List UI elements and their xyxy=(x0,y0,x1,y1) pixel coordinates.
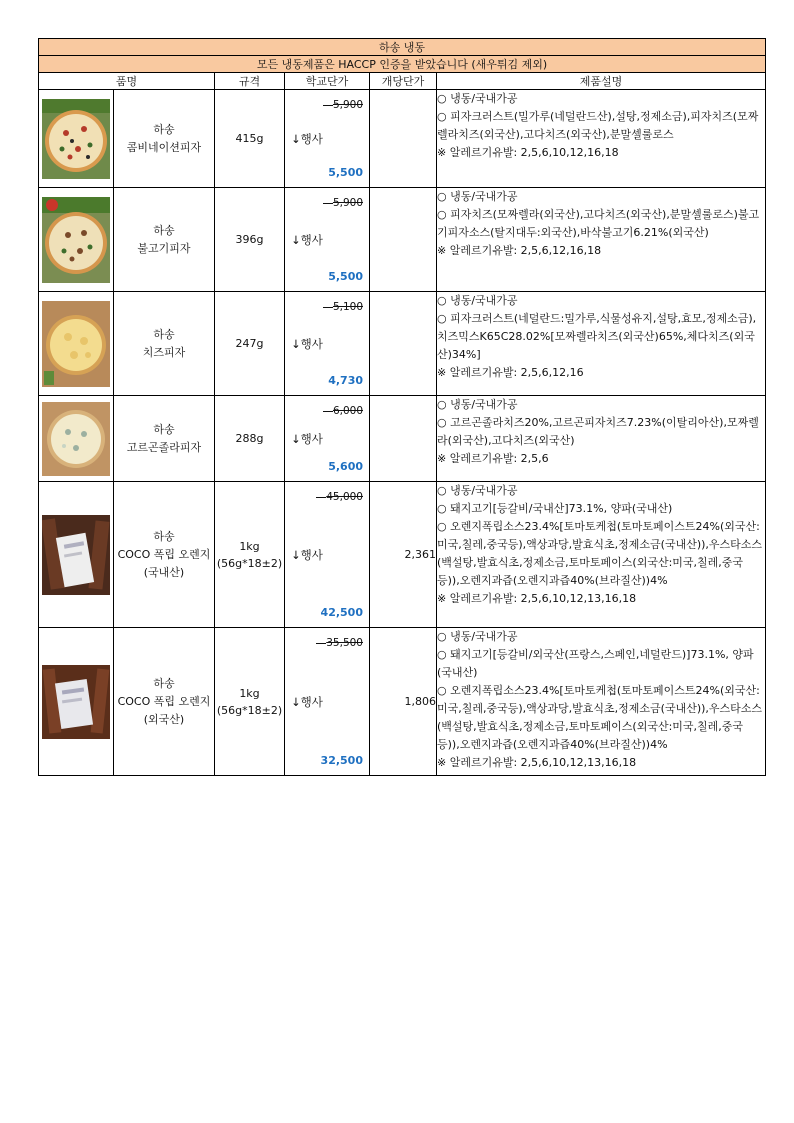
product-image-cell xyxy=(39,90,114,188)
product-spec: 288g xyxy=(215,396,285,482)
unit-price: 1,806 xyxy=(370,628,437,776)
product-image-cell xyxy=(39,628,114,776)
table-row xyxy=(39,90,766,188)
header-name: 품명 xyxy=(39,73,215,90)
product-description: ○ 냉동/국내가공 ○ 피자크러스트(네덜란드:밀가루,식물성유지,설탕,효모,정제소금),치즈믹스K65C28.02%[모짜렐라치즈(외국산)65%,체다치즈(외국산)34%] ※ 알레르기유발: 2,5,6,12,16 xyxy=(437,292,766,396)
product-name: 하송 COCO 폭립 오렌지 (국내산) xyxy=(114,482,215,628)
product-spec: 1kg (56g*18±2) xyxy=(215,628,285,776)
promo-label: ↓행사 xyxy=(291,131,323,146)
original-price: 45,000 xyxy=(326,491,363,503)
pizza-gorgonzola-photo-icon xyxy=(42,402,110,476)
header-description: 제품설명 xyxy=(437,73,766,90)
product-spec: 1kg (56g*18±2) xyxy=(215,482,285,628)
product-description: ○ 냉동/국내가공 ○ 피자치즈(모짜렐라(외국산),고다치즈(외국산),분말셀룰로스)불고기피자소스(탈지대두:외국산),바삭불고기6.21%(외국산) ※ 알레르기유발: 2,5,6,12,16,18 xyxy=(437,188,766,292)
school-price-cell xyxy=(285,292,370,396)
product-name: 하송 고르곤졸라피자 xyxy=(114,396,215,482)
school-price-cell xyxy=(285,90,370,188)
table-row xyxy=(39,628,766,776)
header-unit-price: 개당단가 xyxy=(370,73,437,90)
promo-label: ↓행사 xyxy=(291,232,323,247)
original-price: 5,900 xyxy=(332,197,363,209)
product-image-cell xyxy=(39,188,114,292)
pizza-bulgogi-photo-icon xyxy=(42,197,110,283)
table-row xyxy=(39,482,766,628)
header-spec: 규격 xyxy=(215,73,285,90)
product-description: ○ 냉동/국내가공 ○ 돼지고기[등갈비/국내산]73.1%, 양파(국내산) ○ 오렌지폭립소스23.4%[토마토케첩(토마토페이스트24%(외국산:미국,칠레,중국등),액상과당,발효식초,정제소금(국내산)),우스타소스(백설탕,발효식초,정제소금,토마토페이스(외국산:미국,칠레,중국등)),오렌지과즙(오렌지과즙40%(브라질산))4% ※ 알레르기유발: 2,5,6,10,12,13,16,18 xyxy=(437,482,766,628)
product-name: 하송 치즈피자 xyxy=(114,292,215,396)
product-description: ○ 냉동/국내가공 ○ 피자크러스트(밀가루(네덜란드산),설탕,정제소금),피자치즈(모짜렐라치즈(외국산),고다치즈(외국산),분말셀룰로스 ※ 알레르기유발: 2,5,6,10,12,16,18 xyxy=(437,90,766,188)
product-spec: 415g xyxy=(215,90,285,188)
promo-label: ↓행사 xyxy=(291,431,323,446)
unit-price xyxy=(370,188,437,292)
final-price: 4,730 xyxy=(328,374,363,387)
final-price: 5,600 xyxy=(328,460,363,473)
school-price-cell xyxy=(285,628,370,776)
title-row xyxy=(39,39,766,56)
unit-price: 2,361 xyxy=(370,482,437,628)
original-price: 5,900 xyxy=(332,99,363,111)
product-name: 하송 불고기피자 xyxy=(114,188,215,292)
final-price: 5,500 xyxy=(328,270,363,283)
table-row xyxy=(39,396,766,482)
product-name: 하송 콤비네이션피자 xyxy=(114,90,215,188)
product-description: ○ 냉동/국내가공 ○ 고르곤졸라치즈20%,고르곤피자치즈7.23%(이탈리아산),모짜렐라(외국산),고다치즈(외국산) ※ 알레르기유발: 2,5,6 xyxy=(437,396,766,482)
promo-label: ↓행사 xyxy=(291,694,323,709)
header-row xyxy=(39,73,766,90)
pork-rib-package-photo-icon xyxy=(42,515,110,595)
final-price: 32,500 xyxy=(320,754,363,767)
school-price-cell xyxy=(285,396,370,482)
unit-price xyxy=(370,396,437,482)
promo-label: ↓행사 xyxy=(291,547,323,562)
product-image-cell xyxy=(39,482,114,628)
pizza-combination-photo-icon xyxy=(42,99,110,179)
product-spec: 247g xyxy=(215,292,285,396)
sheet-title: 하송 냉동 xyxy=(39,39,766,56)
original-price: 6,000 xyxy=(332,405,363,417)
notice-row xyxy=(39,56,766,73)
pizza-cheese-photo-icon xyxy=(42,301,110,387)
final-price: 5,500 xyxy=(328,166,363,179)
product-image-cell xyxy=(39,396,114,482)
unit-price xyxy=(370,292,437,396)
original-price: 35,500 xyxy=(326,637,363,649)
pork-rib-package-photo-icon xyxy=(42,665,110,739)
original-price: 5,100 xyxy=(332,301,363,313)
promo-label: ↓행사 xyxy=(291,336,323,351)
product-spec: 396g xyxy=(215,188,285,292)
school-price-cell xyxy=(285,482,370,628)
haccp-notice: 모든 냉동제품은 HACCP 인증을 받았습니다 (새우튀김 제외) xyxy=(39,56,766,73)
table-row xyxy=(39,292,766,396)
product-price-table xyxy=(38,38,766,776)
header-school-price: 학교단가 xyxy=(285,73,370,90)
unit-price xyxy=(370,90,437,188)
final-price: 42,500 xyxy=(320,606,363,619)
table-row xyxy=(39,188,766,292)
school-price-cell xyxy=(285,188,370,292)
product-description: ○ 냉동/국내가공 ○ 돼지고기[등갈비/외국산(프랑스,스페인,네덜란드)]73.1%, 양파(국내산) ○ 오렌지폭립소스23.4%[토마토케첩(토마토페이스트24%(외국산:미국,칠레,중국등),액상과당,발효식초,정제소금(국내산)),우스타소스(백설탕,발효식초,정제소금,토마토페이스(외국산:미국,칠레,중국등)),오렌지과즙(오렌지과즙40%(브라질산))4% ※ 알레르기유발: 2,5,6,10,12,13,16,18 xyxy=(437,628,766,776)
product-image-cell xyxy=(39,292,114,396)
product-name: 하송 COCO 폭립 오렌지 (외국산) xyxy=(114,628,215,776)
